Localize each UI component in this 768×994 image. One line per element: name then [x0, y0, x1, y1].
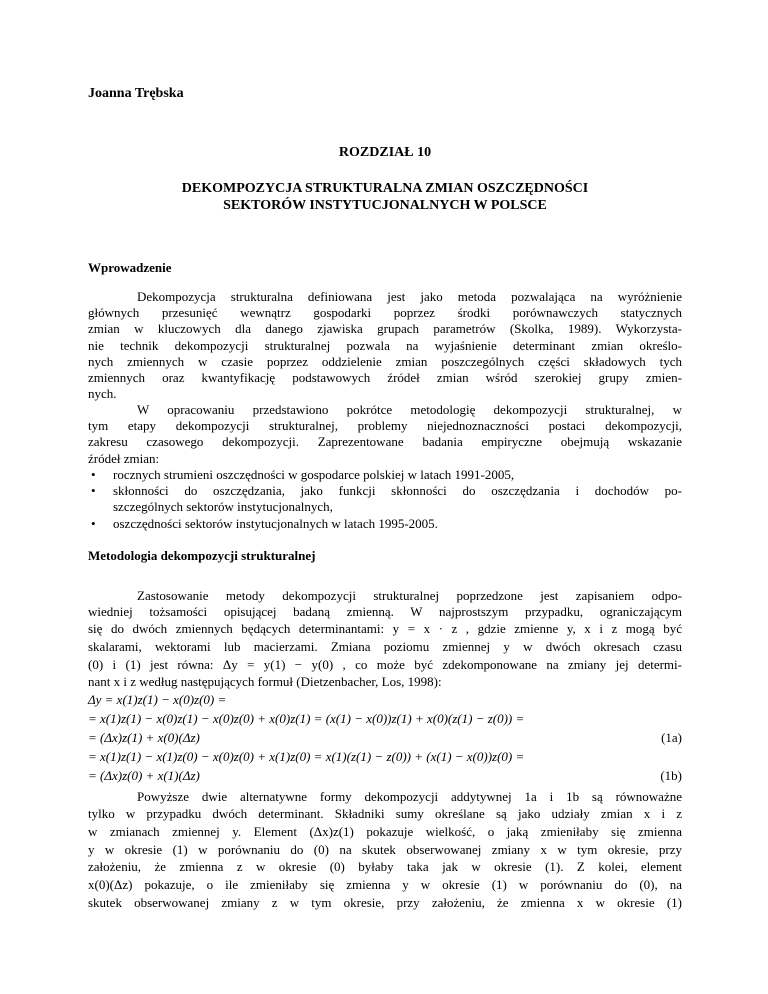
text-line: skutek obserwowanej zmiany z w tym okresie, przy założeniu, że zmienna x w okresie (1): [88, 895, 682, 910]
text-line: Dekompozycja strukturalna definiowana jest jako metoda pozwalająca na wyróżnienie: [137, 289, 682, 304]
text-line: się do dwóch zmiennych będących determinantami: y = x · z , gdzie zmienne y, x i z mogą być: [88, 621, 682, 637]
text-line: zmiennych oraz kwantyfikację podstawowych źródeł zmian wśród szerokiej grupy zmien-: [88, 370, 682, 386]
bullet-icon: •: [91, 467, 96, 482]
section-heading-method: Metodologia dekompozycji strukturalnej: [88, 548, 316, 563]
text-line: zmian w kluczowych dla danego zjawiska grupach parametrów (Skolka, 1989). Wykorzysta-: [88, 321, 682, 337]
text-line: nie technik dekompozycji strukturalnej pozwala na wyjaśnienie determinant zmian określo-: [88, 337, 682, 353]
author-name: Joanna Trębska: [88, 86, 184, 101]
text-line: źródeł zmian:: [88, 450, 160, 466]
bullet-icon: •: [91, 483, 96, 499]
text-line: x(0)(Δz) pokazuje, o ile zmieniłaby się zmienna y w okresie (1) w porównaniu do (0), na: [88, 877, 682, 892]
equation-text: = (Δx)z(0) + x(1)(Δz): [88, 768, 200, 783]
equation-row: [88, 728, 682, 747]
list-item: [88, 516, 682, 532]
equation-row: [88, 766, 682, 785]
text-line: y w okresie (1) w porównaniu do (0) na skutek obserwowanej zmiany x w tym okresie, przy: [88, 842, 682, 857]
intro-paragraph-1: [88, 289, 682, 402]
equation-text: = x(1)z(1) − x(0)z(1) − x(0)z(0) + x(0)z(1) = (x(1) − x(0))z(1) + x(0)(z(1) − z(0)) =: [88, 711, 525, 726]
text-line: W opracowaniu przedstawiono pokrótce metodologię dekompozycji strukturalnej, w: [137, 402, 682, 417]
equation-number: (1b): [660, 768, 682, 783]
list-item-text: rocznych strumieni oszczędności w gospodarce polskiej w latach 1991-2005,: [113, 467, 515, 482]
equation-block: [88, 690, 682, 785]
text-line: skalarami, wektorami lub macierzami. Zmiana poziomu zmiennej y w dwóch okresach czasu: [88, 639, 682, 655]
text-line: zakresu czasowego dekompozycji. Zaprezentowane badania empiryczne obejmują wskazanie: [88, 434, 682, 450]
text-line: Powyższe dwie alternatywne formy dekompozycji addytywnej 1a i 1b są równoważne: [137, 789, 682, 804]
bullet-list: [88, 467, 682, 532]
text-line: głównych przesunięć wewnątrz gospodarki poprzez środki porównawczych statycznych: [88, 305, 682, 321]
method-paragraph-1: [88, 588, 682, 691]
text-line: nych.: [88, 386, 117, 402]
equation-row: [88, 747, 682, 766]
text-line: tym etapy dekompozycji strukturalnej, problemy niejednoznaczności postaci dekompozycji,: [88, 418, 682, 434]
list-item-text: szczególnych sektorów instytucjonalnych,: [113, 499, 333, 515]
bullet-icon: •: [91, 515, 96, 531]
intro-paragraph-2: [88, 402, 682, 467]
equation-text: = x(1)z(1) − x(1)z(0) − x(0)z(0) + x(1)z(0) = x(1)(z(1) − z(0)) + (x(1) − x(0))z(0) =: [88, 749, 525, 764]
equation-text: Δy = x(1)z(1) − x(0)z(0) =: [88, 692, 227, 707]
chapter-title-line: DEKOMPOZYCJA STRUKTURALNA ZMIAN OSZCZĘDNOŚCI: [181, 181, 589, 196]
text-line: nant x i z według następujących formuł (Dietzenbacher, Los, 1998):: [88, 674, 442, 690]
equation-row: [88, 690, 682, 709]
section-heading-intro: Wprowadzenie: [88, 260, 172, 275]
text-line: Zastosowanie metody dekompozycji strukturalnej poprzedzone jest zapisaniem odpo-: [137, 588, 682, 603]
text-line: (0) i (1) jest równa: Δy = y(1) − y(0) , co może być zdekomponowane na zmiany jej determi-: [88, 657, 682, 673]
text-line: tylko w przypadku dwóch determinant. Składniki sumy określane są jako udziały zmian x i z: [88, 806, 682, 821]
list-item-text: skłonności do oszczędzania, jako funkcji skłonności do oszczędzania i dochodów po-: [113, 483, 682, 499]
chapter-title: [88, 180, 682, 214]
text-line: wiedniej tożsamości opisującej badaną zmienną. W najprostszym przypadku, ograniczającym: [88, 604, 682, 620]
list-item: [88, 483, 682, 515]
equation-text: = (Δx)z(1) + x(0)(Δz): [88, 730, 200, 745]
list-item-text: oszczędności sektorów instytucjonalnych w latach 1995-2005.: [113, 515, 438, 531]
text-line: w zmianach zmiennej y. Element (Δx)z(1) pokazuje wielkość, o jaką zmieniłaby się zmienna: [88, 824, 682, 839]
chapter-heading: ROZDZIAŁ 10: [338, 145, 432, 160]
text-line: założeniu, że zmienna z w okresie (0) byłaby taka jak w okresie (1). Z kolei, element: [88, 859, 682, 874]
equation-row: [88, 709, 682, 728]
method-paragraph-2: [88, 788, 682, 911]
chapter-title-line: SEKTORÓW INSTYTUCJONALNYCH W POLSCE: [223, 198, 547, 213]
text-line: nych zmiennych w czasie poprzez oddzielenie zmian poszczególnych części składowych tych: [88, 353, 682, 369]
equation-number: (1a): [661, 730, 682, 745]
list-item: [88, 467, 682, 483]
